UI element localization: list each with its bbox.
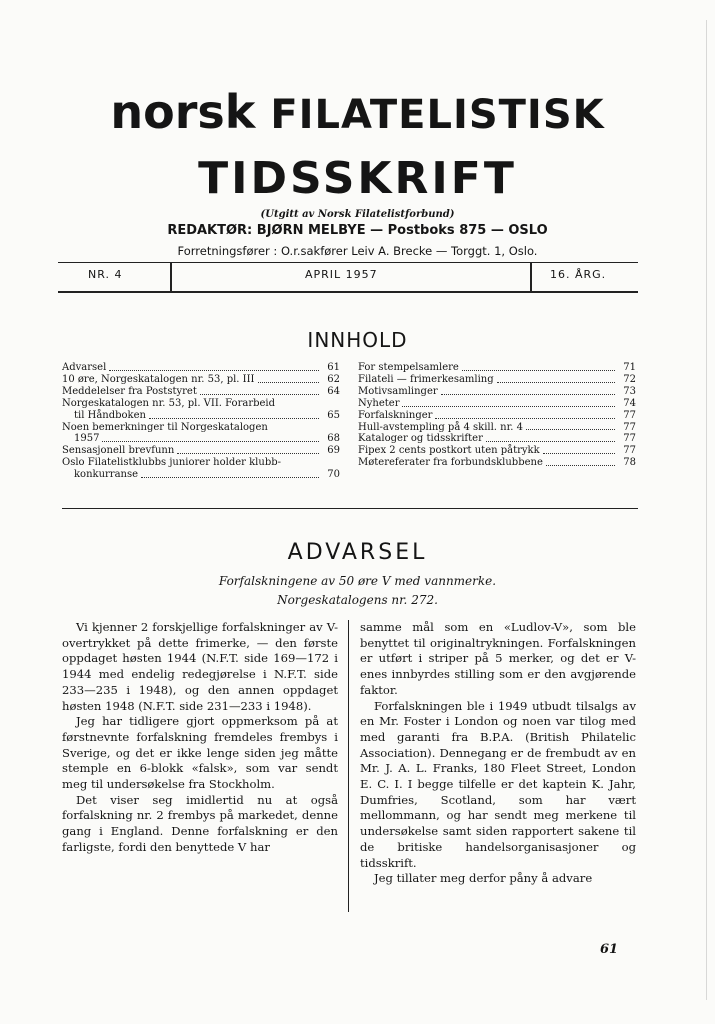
toc-entry [62,422,340,434]
toc-entry-page: 77 [623,445,636,457]
toc-entry-title: Nyheter [358,397,400,409]
toc-entry [358,362,636,374]
masthead-word-filatelistisk: FILATELISTISK [270,92,605,138]
article-paragraph: samme mål som en «Ludlov-V», som ble benyttet til originaltrykningen. Forfalskningen er utført i striper på 5 merker, og det er V-enes innbyrdes stilling som er den avgjørende faktor. [360,620,636,697]
toc-entry-title: Kataloger og tidsskrifter [358,433,483,445]
toc-entry-page: 68 [327,433,340,445]
toc-leader-dots [526,429,615,430]
toc-entry-page: 61 [327,362,340,373]
issue-bar-bottom-rule [58,291,638,293]
toc-entry-title: Oslo Filatelistklubbs juniorer holder klubb- [62,457,281,469]
article-column-left [62,620,338,856]
toc-entry [62,362,340,374]
toc-entry [62,445,340,457]
toc-entry [62,469,340,481]
toc-leader-dots [109,370,319,371]
toc-entry-title: Fipex 2 cents postkort uten påtrykk [358,445,540,457]
toc-leader-dots [497,382,615,383]
toc-entry [358,374,636,386]
masthead-word-norsk: norsk [110,85,256,139]
toc-heading: INNHOLD [307,328,408,352]
toc-entry-title: Hull-avstempling på 4 skill. nr. 4 [358,421,523,433]
toc-leader-dots [177,453,319,454]
toc-entry-page: 77 [623,433,636,445]
article-paragraph: Jeg tillater meg derfor påny å advare [374,871,593,886]
toc-entry-page: 74 [623,397,636,409]
toc-leader-dots [546,465,615,466]
toc-entry-title: til Håndboken [74,409,146,421]
toc-entry [358,445,636,457]
toc-leader-dots [200,394,319,395]
issue-number: NR. 4 [88,268,123,281]
publisher-line: (Utgitt av Norsk Filatelistforbund) [260,209,455,220]
toc-entry [62,433,340,445]
article-paragraph: Det viser seg imidlertid nu at også forfalskning nr. 2 frembys på markedet, denne gang i England. Denne forfalskning er den farligste, fordi den benyttede V har [62,792,338,854]
toc-entry-page: 62 [327,373,340,385]
toc-entry-page: 71 [623,362,636,373]
toc-leader-dots [543,453,615,454]
toc-entry-page: 77 [623,421,636,433]
toc-entry-title: Norgeskatalogen nr. 53, pl. VII. Forarbeid [62,397,276,409]
toc-entry-title: Møtereferater fra forbundsklubbene [358,457,543,469]
toc-entry-title: Noen bemerkninger til Norgeskatalogen [62,421,268,433]
article-subtitle-2: Norgeskatalogens nr. 272. [277,593,438,607]
toc-leader-dots [462,370,615,371]
toc-entry [358,410,636,422]
toc-entry-page: 72 [623,373,636,385]
section-rule [62,508,638,509]
masthead-line-1 [0,85,715,139]
toc-entry-page: 64 [327,385,340,397]
issue-bar-divider-right [530,262,532,293]
article-column-right [360,620,636,887]
toc-entry [62,457,340,469]
toc-entry-title: Filateli — frimerkesamling [358,373,494,385]
toc-entry-title: For stempelsamlere [358,362,459,373]
toc-entry [358,398,636,410]
toc-entry-title: Sensasjonell brevfunn [62,445,175,457]
toc-entry-page: 70 [327,469,340,481]
article-subtitle-1: Forfalskningene av 50 øre V med vannmerke. [218,574,497,588]
toc-entry-title: 1957 [74,433,100,445]
toc-leader-dots [149,418,319,419]
toc-leader-dots [402,406,615,407]
toc-right-column [358,362,636,469]
toc-entry [62,410,340,422]
toc-entry-page: 65 [327,409,340,421]
toc-leader-dots [102,441,319,442]
toc-entry-title: konkurranse [74,469,139,481]
toc-entry [358,457,636,469]
page-number: 61 [600,942,619,957]
toc-entry [62,386,340,398]
toc-entry-title: 10 øre, Norgeskatalogen nr. 53, pl. III [62,373,255,385]
article-paragraph: Forfalskningen ble i 1949 utbudt tilsalgs av en Mr. Foster i London og noen var tilog med med garanti fra B.P.A. (British Philatelic Association). Dennegang er de frembudt av en Mr. J. A. L. Franks, 180 Fleet Street, London E. C. I. I begge tilfelle er det kaptein K. Jahr, Dumfries, Scotland, som har vært mellommann, og har sendt meg merkene til undersøkelse samt siden rapportert sakene til de britiske handelsorganisasjoner og tidsskrift. [360,698,636,870]
issue-year: 16. ÅRG. [550,268,607,281]
toc-entry [358,422,636,434]
toc-entry [358,433,636,445]
toc-entry-title: Advarsel [62,362,107,373]
manager-line: Forretningsfører : O.r.sakfører Leiv A. Brecke — Torggt. 1, Oslo. [177,244,538,258]
toc-entry-page: 69 [327,445,340,457]
issue-bar-divider-left [170,262,172,293]
column-divider [348,620,349,912]
article-paragraph: Jeg har tidligere gjort oppmerksom på at førstnevnte forfalskning fremdeles frembys i Sverige, og det er ikke lenge siden jeg måtte stemple en 6-blokk «falsk», som var sendt meg til undersøkelse fra Stockholm. [62,714,338,792]
toc-entry [62,374,340,386]
article-title: ADVARSEL [287,540,428,565]
issue-bar-top-rule [58,262,638,263]
toc-leader-dots [486,441,615,442]
toc-entry-page: 78 [623,457,636,469]
toc-entry-title: Forfalskninger [358,409,433,421]
toc-entry-page: 77 [623,409,636,421]
issue-date: APRIL 1957 [305,268,378,281]
toc-entry [358,386,636,398]
toc-entry-page: 73 [623,385,636,397]
toc-entry-title: Meddelelser fra Poststyret [62,385,197,397]
toc-leader-dots [441,394,615,395]
toc-leader-dots [141,477,319,478]
toc-leader-dots [258,382,319,383]
editor-line: REDAKTØR: BJØRN MELBYE — Postboks 875 — OSLO [167,223,548,238]
masthead-line-2: TIDSSKRIFT [198,153,517,204]
scan-edge-mark [706,20,707,1000]
toc-leader-dots [435,418,615,419]
toc-left-column [62,362,340,481]
toc-entry-title: Motivsamlinger [358,385,438,397]
toc-entry [62,398,340,410]
article-paragraph: Vi kjenner 2 forskjellige forfalskninger av V-overtrykket på dette frimerke, — den første oppdaget høsten 1944 (N.F.T. side 169—172 i 1944 med endelig redegjørelse i N.F.T. side 233—235 i 1948), og den annen oppdaget høsten 1948 (N.F.T. side 231—233 i 1948). [62,620,338,713]
